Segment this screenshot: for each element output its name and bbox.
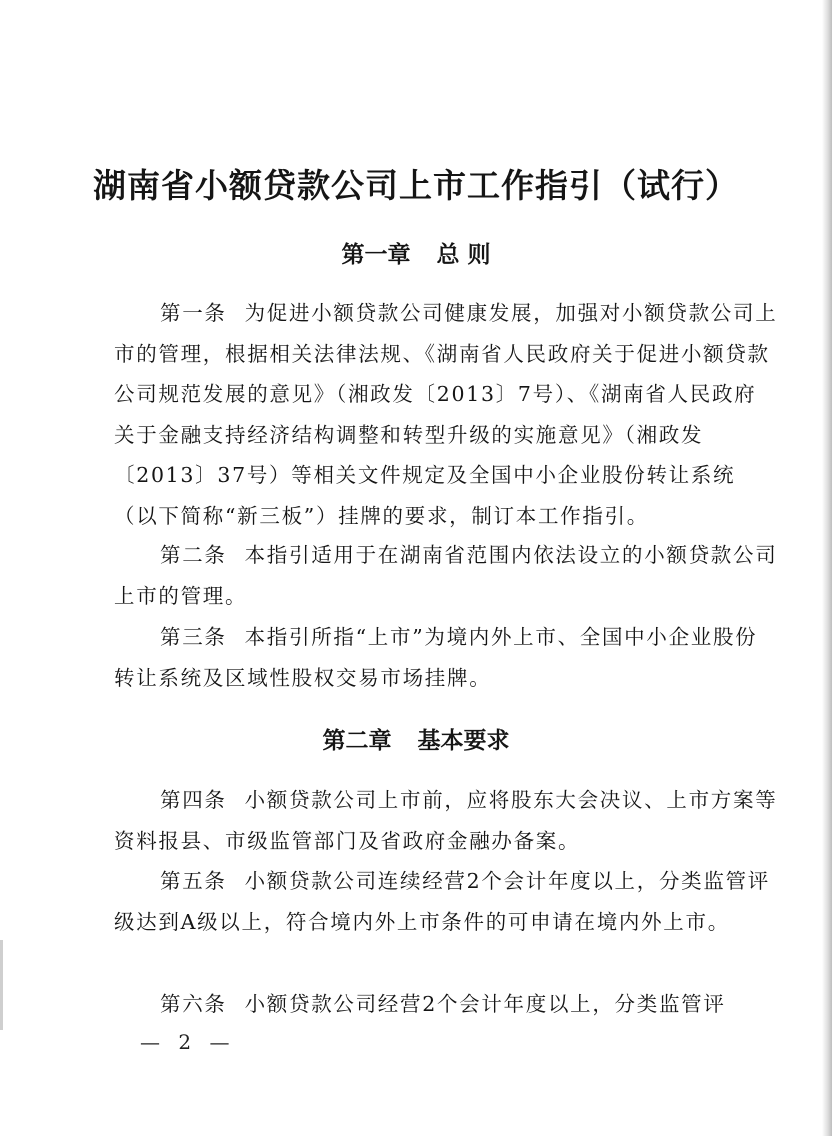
chapter-heading-1 [0,236,832,269]
article-text: 为促进小额贷款公司健康发展，加强对小额贷款公司上市的管理，根据相关法律法规、《湖南省人民政府关于促进小额贷款公司规范发展的意见》（湘政发〔2013〕7号）、《湖南省人民政府关于金融支持经济结构调整和转型升级的实施意见》（湘政发〔2013〕37号）等相关文件规定及全国中小企业股份转让系统（以下简称“新三板”）挂牌的要求，制订本工作指引。 [114,301,778,528]
document-title: 湖南省小额贷款公司上市工作指引（试行） [93,166,739,205]
article-3 [114,617,778,698]
article-label: 第一条 [160,301,227,325]
chapter-label: 第一章 [341,241,411,268]
article-label: 第六条 [160,992,227,1016]
article-6 [114,984,778,1024]
scan-edge-mark [0,940,3,1030]
article-text: 小额贷款公司连续经营2个会计年度以上，分类监管评级达到A级以上，符合境内外上市条件的可申请在境内外上市。 [114,869,770,934]
article-text: 小额贷款公司经营2个会计年度以上，分类监管评 [244,992,726,1016]
article-1 [114,293,778,536]
article-2 [114,535,778,616]
chapter-label: 第二章 [322,727,392,754]
chapter-name: 总 则 [436,241,491,268]
article-text: 本指引所指“上市”为境内外上市、全国中小企业股份转让系统及区域性股权交易市场挂牌。 [114,625,758,690]
article-4 [114,780,778,861]
article-label: 第二条 [160,543,227,567]
article-text: 本指引适用于在湖南省范围内依法设立的小额贷款公司上市的管理。 [114,543,778,608]
chapter-name: 基本要求 [417,727,510,754]
article-label: 第五条 [160,869,227,893]
article-text: 小额贷款公司上市前，应将股东大会决议、上市方案等资料报县、市级监管部门及省政府金融办备案。 [114,788,778,853]
article-5 [114,861,778,942]
chapter-heading-2 [0,722,832,755]
page-number: — 2 — [140,1030,236,1054]
article-label: 第四条 [160,788,227,812]
article-label: 第三条 [160,625,227,649]
